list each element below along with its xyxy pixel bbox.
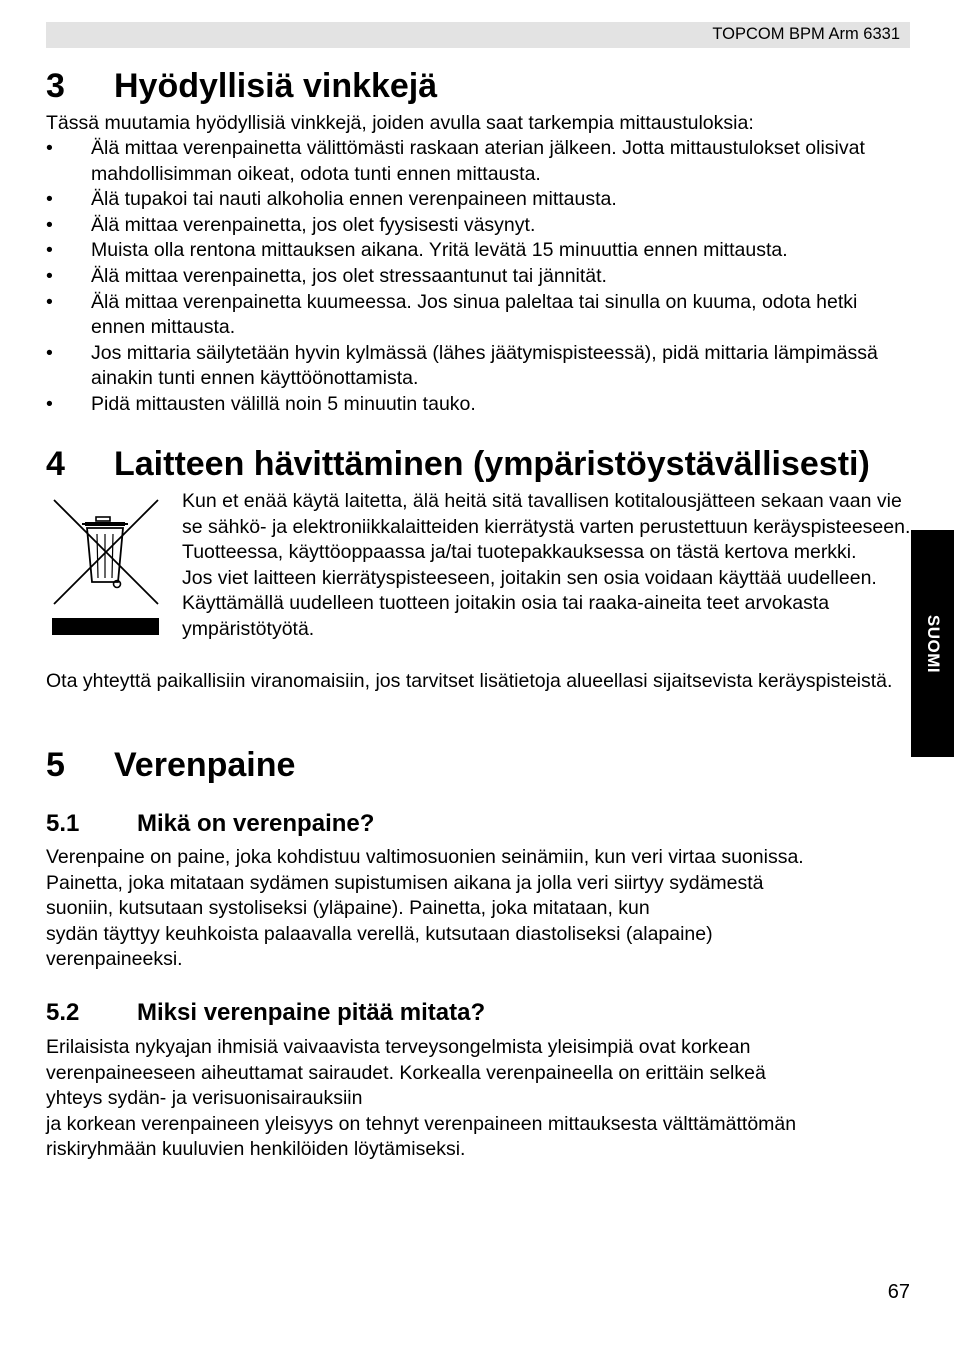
disposal-paragraph-1: Kun et enää käytä laitetta, älä heitä sitä tavallisen kotitalousjätteen sekaan vaan vie se sähkö- ja elektroniikkalaitteiden kierrätystä varten perustettuun keräyspisteeseen. Tuotteessa, käyttöoppaassa ja/tai tuotepakkauksessa on tästä kertova merkki.: [182, 490, 911, 564]
list-item: • Älä mittaa verenpainetta kuumeessa. Jos sinua paleltaa tai sinulla on kuuma, odota hetki ennen mittausta.: [46, 290, 858, 339]
list-item: • Pidä mittausten välillä noin 5 minuutin tauko.: [46, 392, 476, 415]
tips-list: [46, 136, 912, 418]
section3-number: 3: [46, 67, 65, 105]
section4-heading: [46, 444, 870, 484]
text-line: verenpaineeksi.: [46, 948, 183, 971]
disposal-paragraph-3: Ota yhteyttä paikallisiin viranomaisiin, jos tarvitset lisätietoja alueellasi sijaitsevista keräyspisteistä.: [46, 670, 893, 692]
text-line: Verenpaine on paine, joka kohdistuu valtimosuonien seinämiin, kun veri virtaa suonissa.: [46, 846, 804, 868]
list-item: • Älä tupakoi tai nauti alkoholia ennen verenpaineen mittausta.: [46, 188, 617, 211]
section3-heading: [46, 66, 437, 106]
text-line: sydän täyttyy keuhkoista palaavalla verellä, kutsutaan diastoliseksi (alapaine): [46, 922, 713, 945]
list-item: • Älä mittaa verenpainetta, jos olet fyysisesti väsynyt.: [46, 213, 536, 236]
section5-2-heading: [46, 998, 485, 1028]
section5-title: Verenpaine: [114, 746, 296, 784]
text-line: Painetta, joka mitataan sydämen supistumisen aikana ja jolla veri siirtyy sydämestä: [46, 871, 764, 894]
text-line: suoniin, kutsutaan systoliseksi (yläpaine). Painetta, joka mitataan, kun: [46, 897, 650, 920]
header-title: TOPCOM BPM Arm 6331: [712, 25, 900, 43]
section5-2-number: 5.2: [46, 999, 80, 1026]
section3-intro: Tässä muutamia hyödyllisiä vinkkejä, joiden avulla saat tarkempia mittaustuloksia:: [46, 112, 754, 134]
section5-number: 5: [46, 746, 65, 784]
list-item: • Jos mittaria säilytetään hyvin kylmässä (lähes jäätymispisteessä), pidä mittaria lämpimässä ainakin tunti ennen käyttöönottamista.: [46, 341, 878, 390]
section4-number: 4: [46, 445, 65, 483]
list-item: • Älä mittaa verenpainetta välittömästi raskaan aterian jälkeen. Jotta mittaustulokset olisivat mahdollisimman oikeat, odota tunti ennen mittausta.: [46, 137, 865, 185]
page-number: 67: [887, 1281, 910, 1303]
disposal-paragraph-2: Jos viet laitteen kierrätyspisteeseen, joitakin sen osia voidaan käyttää uudelleen. Käyttämällä uudelleen tuotteen joitakin osia tai raaka-aineita teet arvokasta ympäristötyötä.: [182, 566, 877, 640]
section5-1-body: [46, 845, 912, 973]
section5-heading: [46, 745, 295, 785]
header-bar: [46, 22, 910, 48]
section5-2-body: [46, 1035, 912, 1163]
text-line: verenpaineeseen aiheuttamat sairaudet. Korkealla verenpaineella on erittäin selkeä: [46, 1061, 766, 1084]
section3-title: Hyödyllisiä vinkkejä: [114, 67, 438, 105]
section5-2-title: Miksi verenpaine pitää mitata?: [137, 999, 486, 1026]
list-item: • Muista olla rentona mittauksen aikana. Yritä levätä 15 minuuttia ennen mittausta.: [46, 239, 788, 262]
language-tab: [911, 530, 954, 757]
language-tab-label: SUOMI: [923, 614, 943, 673]
text-line: ja korkean verenpaineen yleisyys on tehnyt verenpaineen mittauksesta välttämättömän: [46, 1112, 797, 1135]
text-line: Erilaisista nykyajan ihmisiä vaivaavista terveysongelmista yleisimpiä ovat korkean: [46, 1036, 751, 1058]
list-item: • Älä mittaa verenpainetta, jos olet stressaantunut tai jännität.: [46, 264, 607, 287]
section5-1-heading: [46, 809, 374, 839]
text-line: yhteys sydän- ja verisuonisairauksiin: [46, 1087, 363, 1110]
section5-1-title: Mikä on verenpaine?: [137, 810, 375, 837]
section4-title: Laitteen hävittäminen (ympäristöystävällisesti): [114, 445, 870, 483]
disposal-text: [182, 489, 912, 643]
weee-crossed-bin-icon: [52, 494, 160, 636]
section5-1-number: 5.1: [46, 810, 80, 837]
text-line: riskiryhmään kuuluvien henkilöiden löytämiseksi.: [46, 1138, 466, 1161]
